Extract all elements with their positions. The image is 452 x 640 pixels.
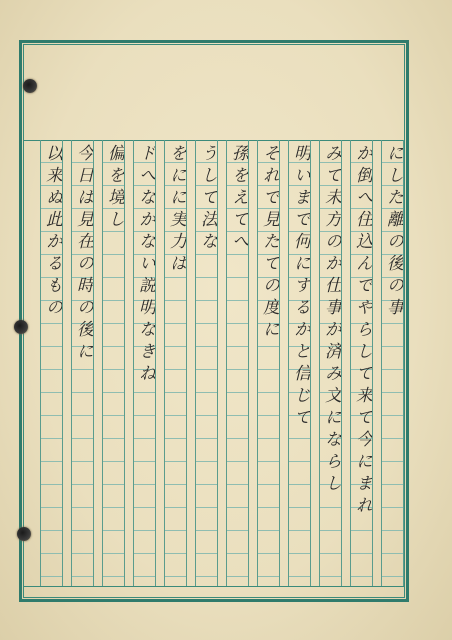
manuscript-column-10 xyxy=(102,140,125,586)
manuscript-column-1 xyxy=(381,140,404,586)
column-text: ドへなかない説明なきね xyxy=(135,144,155,386)
manuscript-column-2 xyxy=(350,140,373,586)
column-text: みて未方のか仕事が済み文にならし xyxy=(321,144,341,496)
column-text: 偏を境し xyxy=(104,144,124,232)
column-text: 孫をえてへ xyxy=(228,144,248,254)
column-text: それで見たての度に xyxy=(259,144,279,342)
grid-bottom-rule xyxy=(23,586,405,587)
manuscript-column-6 xyxy=(226,140,249,586)
column-text: をにに実力は xyxy=(166,144,186,276)
manuscript-column-7 xyxy=(195,140,218,586)
column-text: 以来ぬ此かるもの xyxy=(42,144,62,320)
column-text: 今日は見在の時の後に xyxy=(73,144,93,364)
column-text: 明いまで何にするかと信じて xyxy=(290,144,310,430)
binding-hole-top xyxy=(23,79,37,93)
manuscript-column-4 xyxy=(288,140,311,586)
manuscript-column-12 xyxy=(40,140,63,586)
manuscript-column-3 xyxy=(319,140,342,586)
manuscript-column-5 xyxy=(257,140,280,586)
manuscript-column-9 xyxy=(133,140,156,586)
column-text: うして法な xyxy=(197,144,217,254)
binding-hole-middle xyxy=(14,320,28,334)
manuscript-column-11 xyxy=(71,140,94,586)
manuscript-column-8 xyxy=(164,140,187,586)
column-text: にした離の後の事 xyxy=(383,144,403,320)
column-text: か倒へ住込んでやらして来て今にまれ xyxy=(352,144,372,518)
binding-hole-bottom xyxy=(17,527,31,541)
